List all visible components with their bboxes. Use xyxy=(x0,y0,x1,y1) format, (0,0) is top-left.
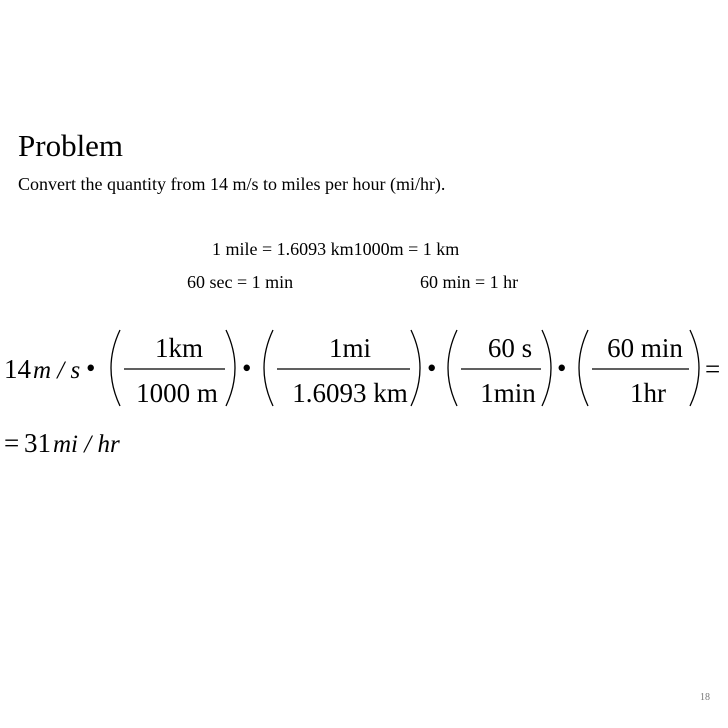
start-unit: m / s xyxy=(33,357,81,384)
multiply-dot: • xyxy=(427,353,437,383)
factor-4-denominator: 1hr xyxy=(630,378,666,408)
equals-sign: = xyxy=(705,354,721,384)
factor-1-numerator: 1km xyxy=(154,333,204,363)
factor-1-denominator: 1000 m xyxy=(136,378,218,408)
conversion-fact-mile-km: 1 mile = 1.6093 km1000m = 1 km xyxy=(212,239,460,259)
problem-statement: Convert the quantity from 14 m/s to miles per hour (mi/hr). xyxy=(18,174,446,194)
left-paren xyxy=(111,330,120,406)
left-paren xyxy=(579,330,588,406)
conversion-equation xyxy=(0,320,728,470)
left-paren xyxy=(264,330,273,406)
start-number: 14 xyxy=(4,354,31,384)
factor-2-denominator: 1.6093 km xyxy=(292,378,408,408)
result-number: 31 xyxy=(24,428,51,458)
multiply-dot: • xyxy=(86,353,96,383)
conversion-fact-min-hr: 60 min = 1 hr xyxy=(420,272,519,292)
factor-4-numerator: 60 min xyxy=(607,333,683,363)
right-paren xyxy=(542,330,551,406)
left-paren xyxy=(448,330,457,406)
result-unit: mi / hr xyxy=(53,431,120,458)
right-paren xyxy=(690,330,699,406)
conversion-fact-sec-min: 60 sec = 1 min xyxy=(187,272,294,292)
page-number: 18 xyxy=(700,692,710,703)
multiply-dot: • xyxy=(557,353,567,383)
factor-2-numerator: 1mi xyxy=(328,333,372,363)
factor-3-denominator: 1min xyxy=(480,378,536,408)
factor-3-numerator: 60 s xyxy=(487,333,533,363)
equals-sign: = xyxy=(4,428,20,458)
slide-heading: Problem xyxy=(18,128,124,163)
multiply-dot: • xyxy=(242,353,252,383)
right-paren xyxy=(226,330,235,406)
right-paren xyxy=(411,330,420,406)
